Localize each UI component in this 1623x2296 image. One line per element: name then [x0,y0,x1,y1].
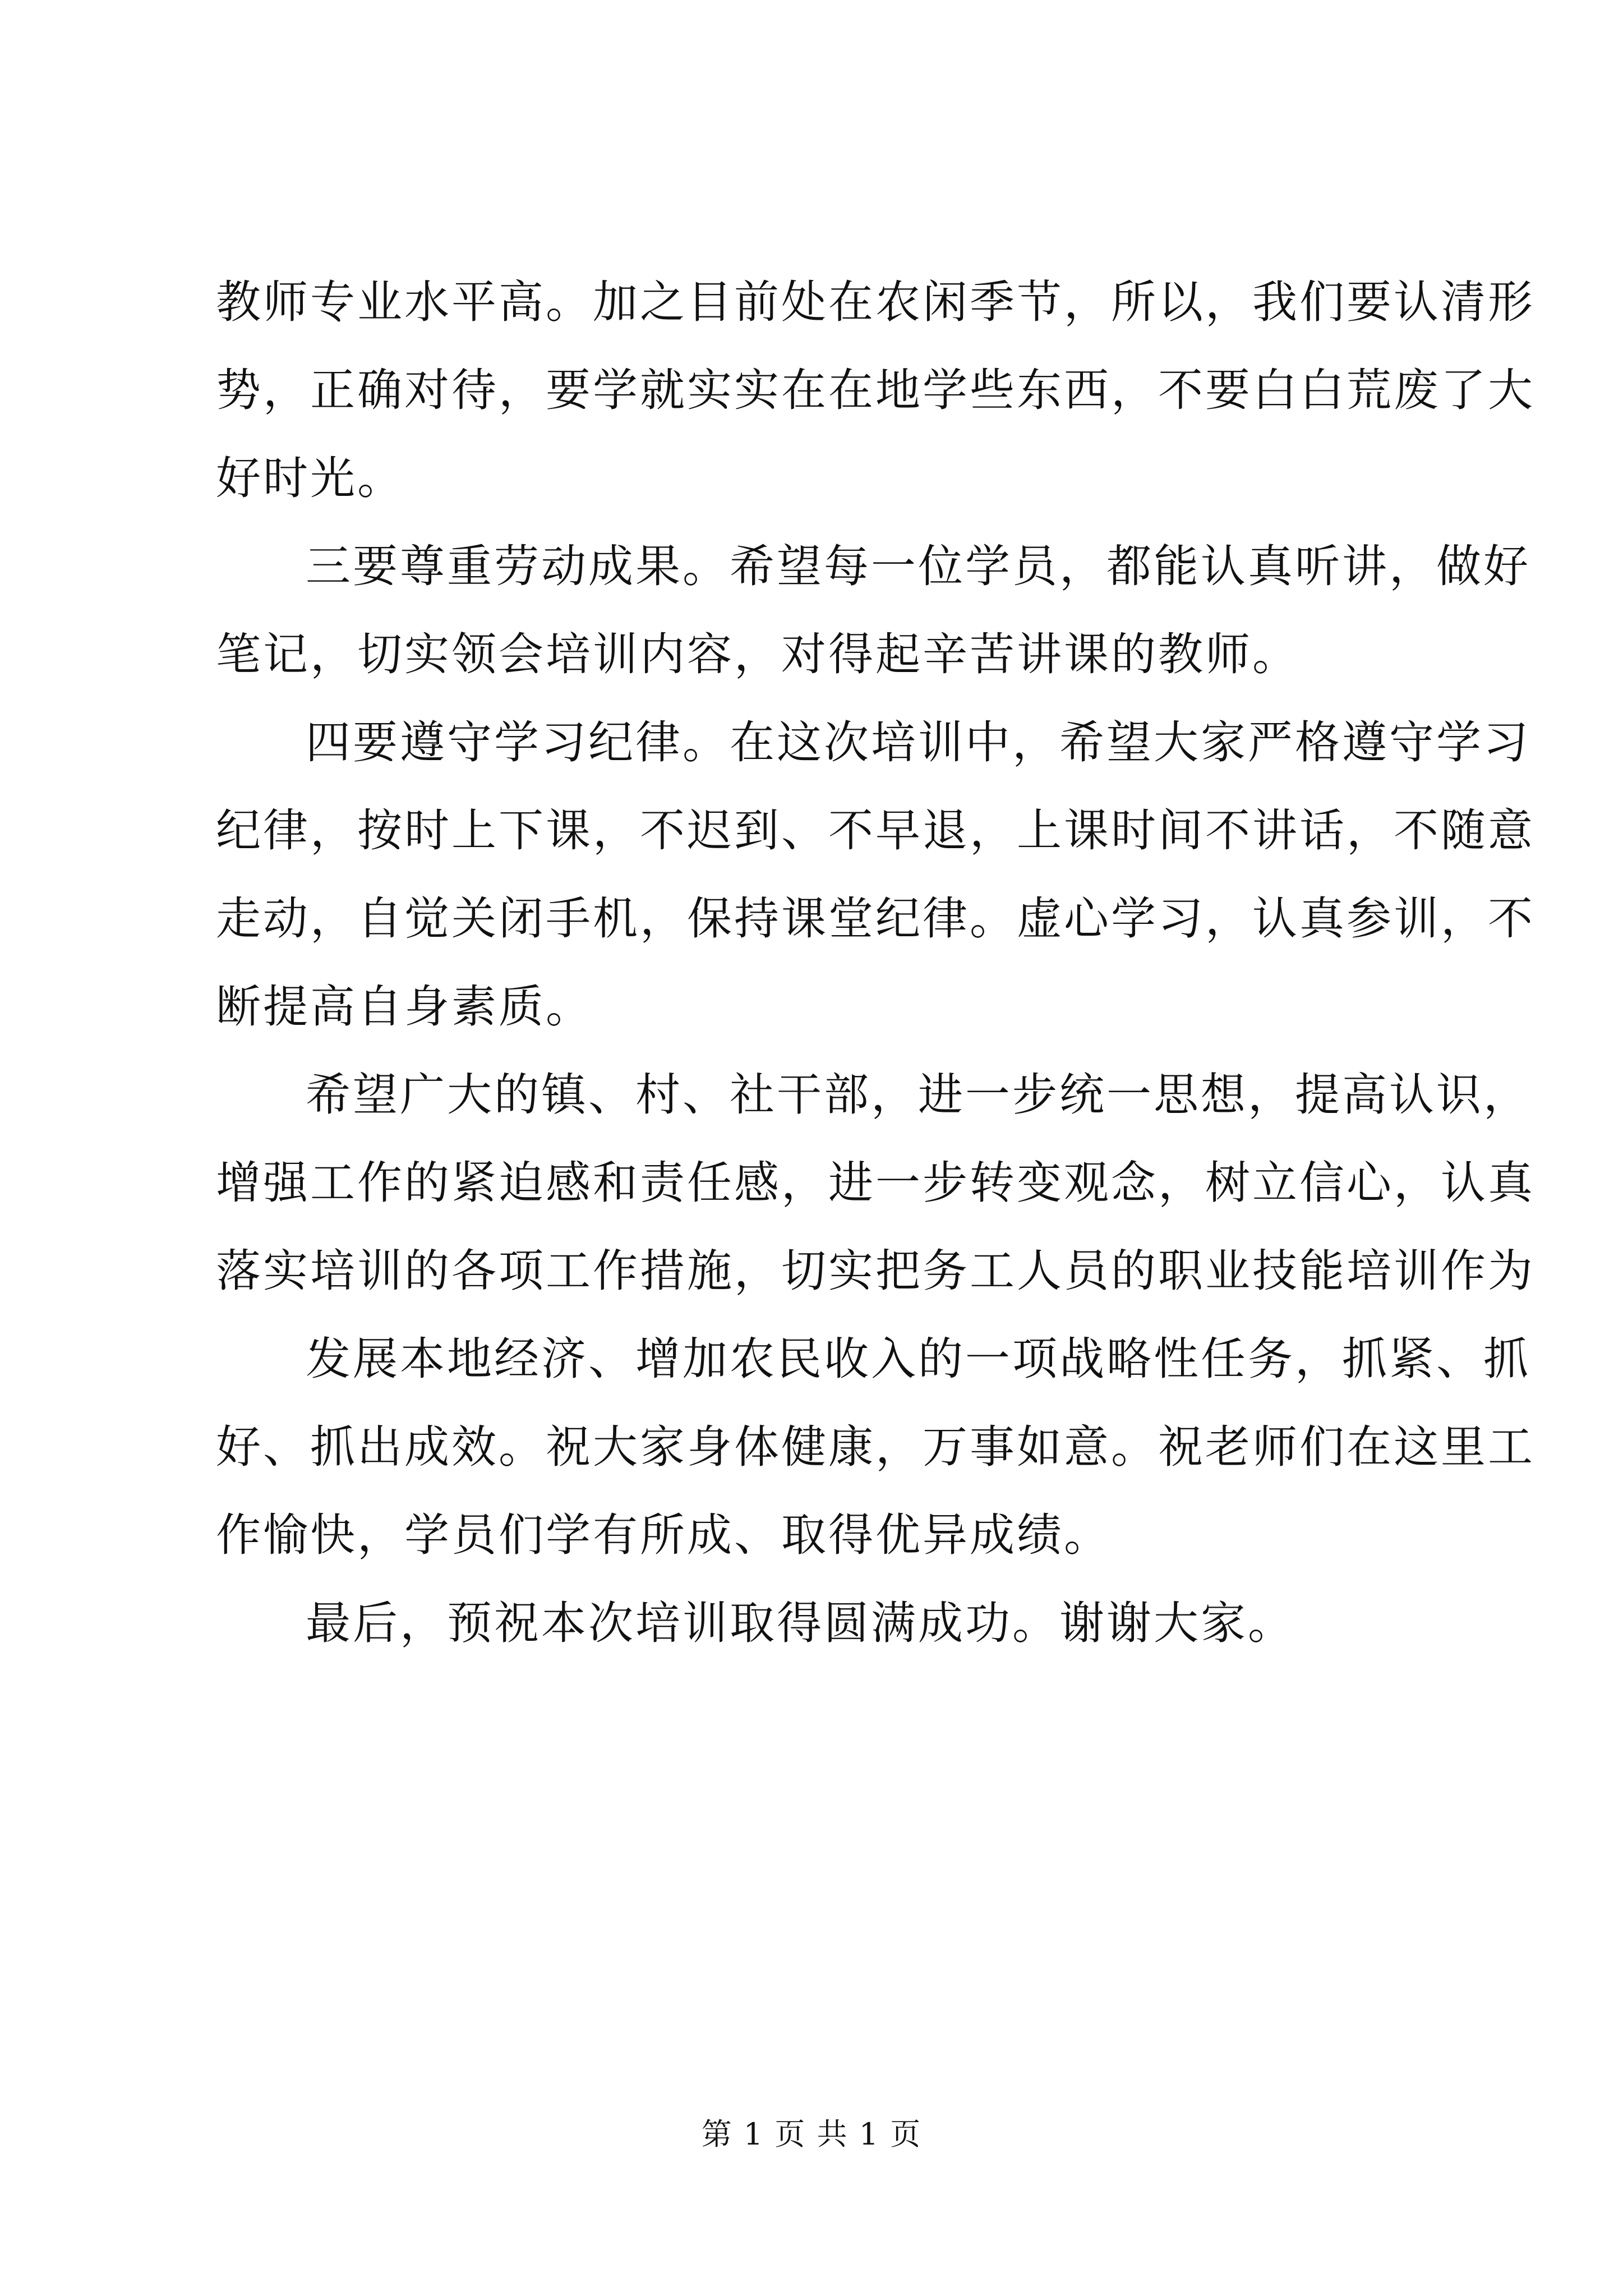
text-line: 落实培训的各项工作措施，切实把务工人员的职业技能培训作为 [216,1245,1535,1297]
text-line: 走动，自觉关闭手机，保持课堂纪律。虚心学习，认真参训，不 [216,892,1535,945]
paragraph-start-line: 最后，预祝本次培训取得圆满成功。谢谢大家。 [306,1597,1295,1649]
document-body [216,258,1535,1667]
paragraph-start-line: 希望广大的镇、村、社干部，进一步统一思想，提高认识， [306,1069,1530,1121]
paragraph-start-line: 四要遵守学习纪律。在这次培训中，希望大家严格遵守学习 [306,716,1530,769]
page-footer [0,2115,1623,2154]
text-line: 好、抓出成效。祝大家身体健康，万事如意。祝老师们在这里工 [216,1421,1535,1473]
text-line: 纪律，按时上下课，不迟到、不早退，上课时间不讲话，不随意 [216,804,1535,857]
page-number: 第 1 页 共 1 页 [701,2116,922,2152]
paragraph-start-line: 三要尊重劳动成果。希望每一位学员，都能认真听讲，做好 [306,540,1530,592]
text-line: 教师专业水平高。加之目前处在农闲季节，所以，我们要认清形 [216,276,1535,328]
text-line: 势，正确对待，要学就实实在在地学些东西，不要白白荒废了大 [216,364,1535,416]
paragraph-start-line: 发展本地经济、增加农民收入的一项战略性任务，抓紧、抓 [306,1333,1530,1385]
text-line: 好时光。 [216,452,404,504]
text-line: 断提高自身素质。 [216,981,593,1033]
text-line: 增强工作的紧迫感和责任感，进一步转变观念，树立信心，认真 [216,1157,1535,1209]
text-line: 作愉快，学员们学有所成、取得优异成绩。 [216,1509,1111,1561]
text-line: 笔记，切实领会培训内容，对得起辛苦讲课的教师。 [216,628,1299,680]
